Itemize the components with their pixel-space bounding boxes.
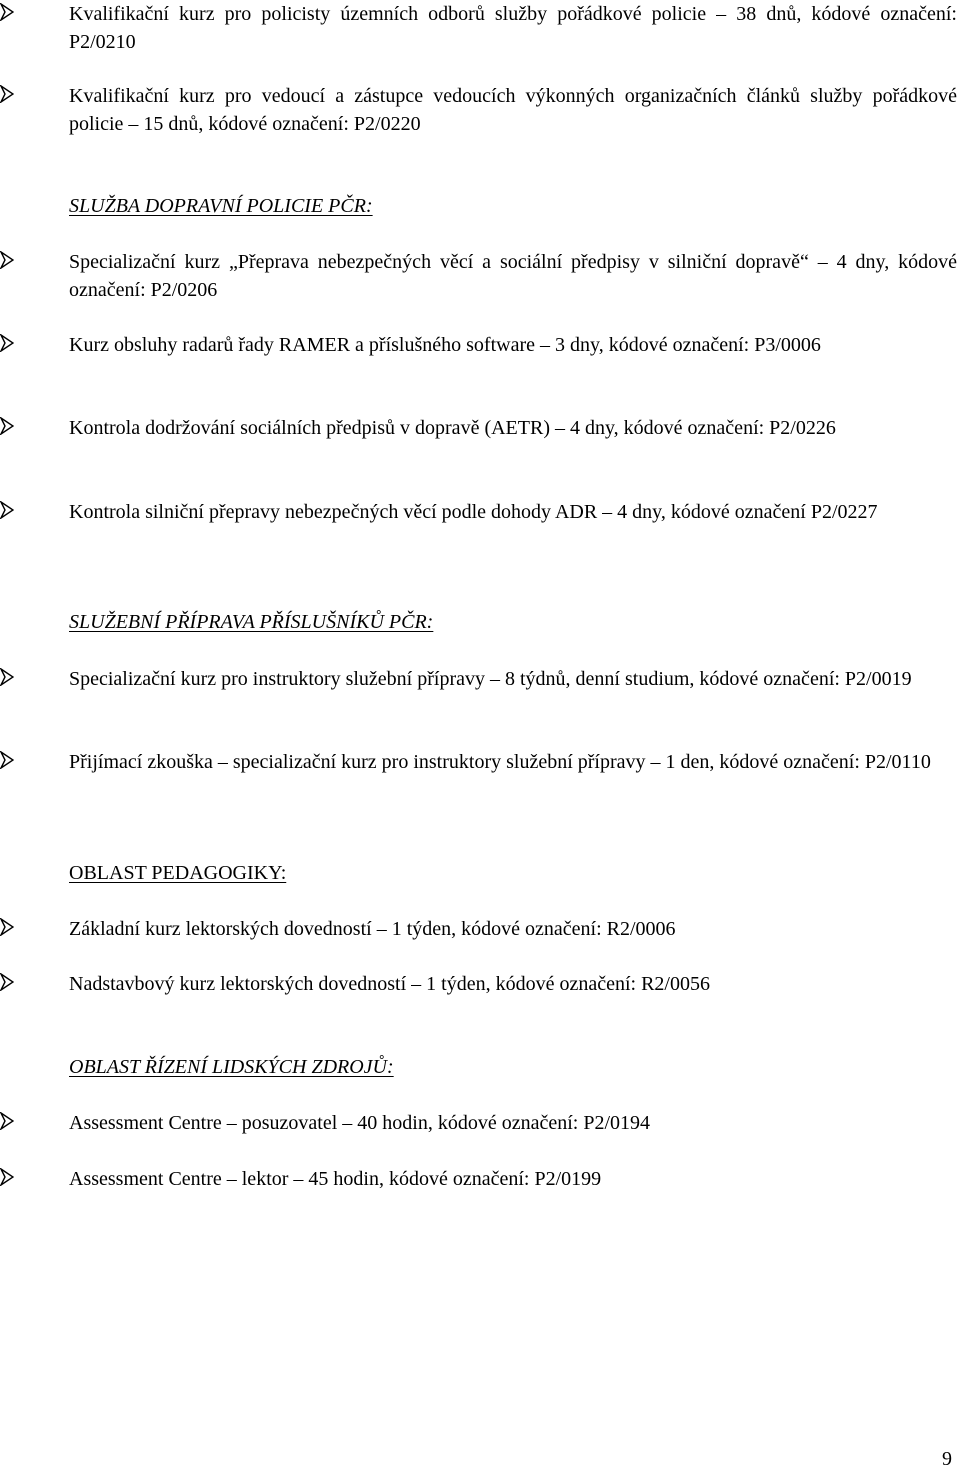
section-heading-rizeni-lidskych-zdroju: OBLAST ŘÍZENÍ LIDSKÝCH ZDROJŮ: <box>69 1056 394 1078</box>
arrowhead-bullet-icon <box>0 251 14 269</box>
list-item-text: Kontrola silniční přepravy nebezpečných věcí podle dohody ADR – 4 dny, kódové označení P2/0227 <box>69 501 878 523</box>
list-item-text: Kvalifikační kurz pro policisty územních odborů služby pořádkové policie – 38 dnů, kódové označení: P2/0210 <box>69 3 957 53</box>
list-item-text: Assessment Centre – posuzovatel – 40 hodin, kódové označení: P2/0194 <box>69 1112 651 1134</box>
list-item-text: Základní kurz lektorských dovedností – 1 týden, kódové označení: R2/0006 <box>69 918 676 940</box>
arrowhead-bullet-icon <box>0 3 14 21</box>
list-item-text: Kurz obsluhy radarů řady RAMER a příslušného software – 3 dny, kódové označení: P3/0006 <box>69 334 821 356</box>
arrowhead-bullet-icon <box>0 918 14 936</box>
section-heading-dopravni-policie: SLUŽBA DOPRAVNÍ POLICIE PČR: <box>69 195 373 217</box>
arrowhead-bullet-icon <box>0 85 14 103</box>
list-item-text: Přijímací zkouška – specializační kurz pro instruktory služební přípravy – 1 den, kódové označení: P2/0110 <box>69 751 931 773</box>
arrowhead-bullet-icon <box>0 1168 14 1186</box>
list-item-text: Nadstavbový kurz lektorských dovedností – 1 týden, kódové označení: R2/0056 <box>69 973 710 995</box>
arrowhead-bullet-icon <box>0 973 14 991</box>
list-item-text: Kontrola dodržování sociálních předpisů v dopravě (AETR) – 4 dny, kódové označení: P2/0226 <box>69 417 836 439</box>
list-item-text: Assessment Centre – lektor – 45 hodin, kódové označení: P2/0199 <box>69 1168 602 1190</box>
arrowhead-bullet-icon <box>0 417 14 435</box>
arrowhead-bullet-icon <box>0 1112 14 1130</box>
list-item-text: Specializační kurz „Přeprava nebezpečných věcí a sociální předpisy v silniční dopravě“ – 4 dny, kódové označení: P2/0206 <box>69 251 957 301</box>
section-heading-oblast-pedagogiky: OBLAST PEDAGOGIKY: <box>69 862 287 884</box>
list-item-text: Kvalifikační kurz pro vedoucí a zástupce vedoucích výkonných organizačních článků služby pořádkové policie – 15 dnů, kódové označení: P2/0220 <box>69 85 957 135</box>
arrowhead-bullet-icon <box>0 334 14 352</box>
list-item-text: Specializační kurz pro instruktory služební přípravy – 8 týdnů, denní studium, kódové označení: P2/0019 <box>69 668 912 690</box>
section-heading-sluzebni-priprava: SLUŽEBNÍ PŘÍPRAVA PŘÍSLUŠNÍKŮ PČR: <box>69 611 434 633</box>
arrowhead-bullet-icon <box>0 751 14 769</box>
page-number: 9 <box>942 1448 952 1470</box>
arrowhead-bullet-icon <box>0 668 14 686</box>
arrowhead-bullet-icon <box>0 501 14 519</box>
